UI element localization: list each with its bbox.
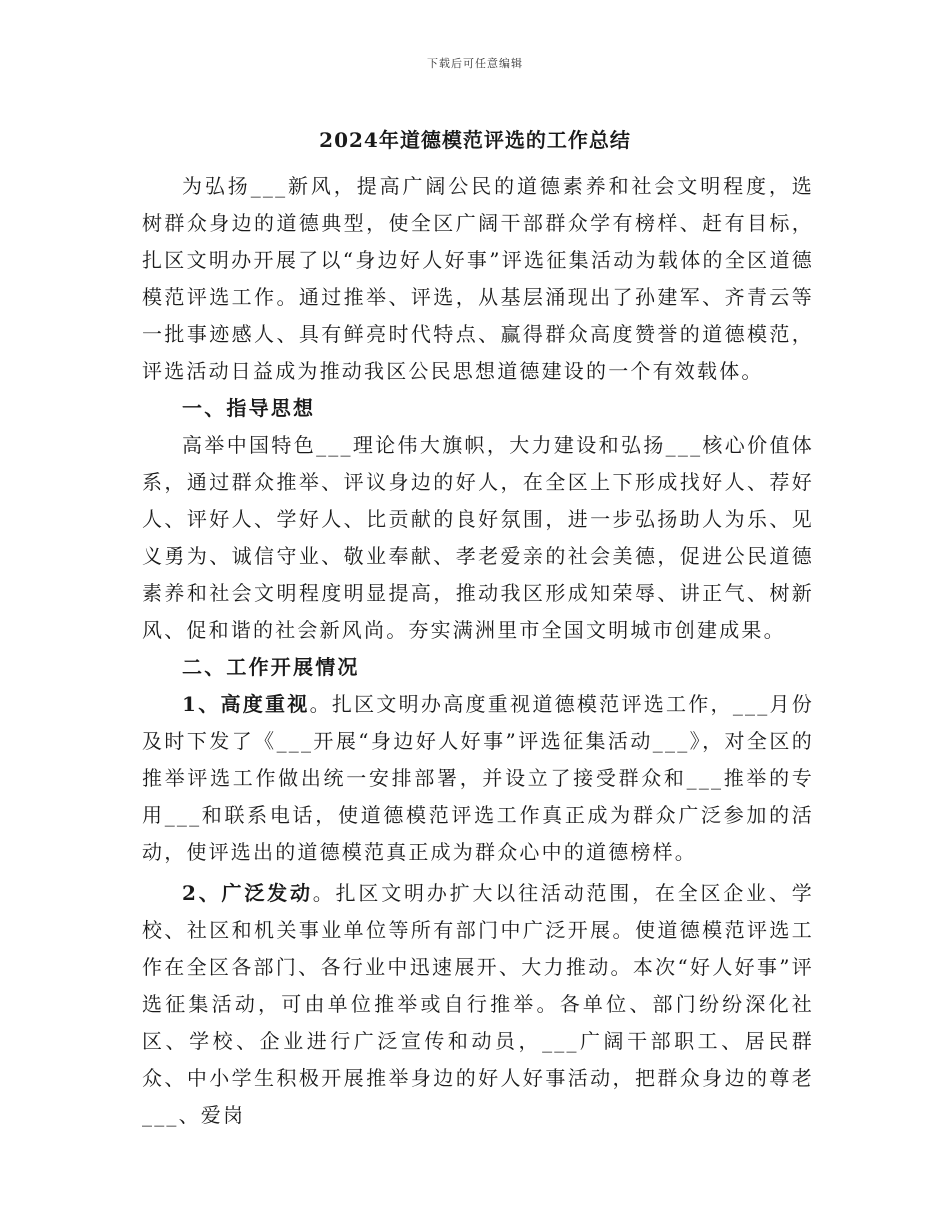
section1-paragraph: 高举中国特色___理论伟大旗帜，大力建设和弘扬___核心价值体系，通过群众推举、评议身边的好人，在全区上下形成找好人、荐好人、评好人、学好人、比贡献的良好氛围，进一步弘扬助人为乐、见义勇为、诚信守业、敬业奉献、孝老爱亲的社会美德，促进公民道德素养和社会文明程度明显提高，推动我区形成知荣辱、讲正气、树新风、促和谐的社会新风尚。夯实满洲里市全国文明城市创建成果。 (142, 433, 814, 642)
section2-heading: 二、工作开展情况 (182, 655, 360, 679)
document-body (142, 168, 814, 1134)
item2-text: 。扎区文明办扩大以往活动范围，在全区企业、学校、社区和机关事业单位等所有部门中广泛开展。使道德模范评选工作在全区各部门、各行业中迅速展开、大力推动。本次“好人好事”评选征集活动，可由单位推举或自行推举。各单位、部门纷纷深化社区、学校、企业进行广泛宣传和动员，___广阔干部职工、居民群众、中小学生积极开展推举身边的好人好事活动，把群众身边的尊老___、爱岗 (142, 881, 814, 1127)
item2-paragraph (142, 875, 814, 1134)
header-note: 下载后可任意编辑 (427, 57, 523, 70)
intro-paragraph: 为弘扬___新风，提高广阔公民的道德素养和社会文明程度，选树群众身边的道德典型，使全区广阔干部群众学有榜样、赶有目标，扎区文明办开展了以“身边好人好事”评选征集活动为载体的全区道德模范评选工作。通过推举、评选，从基层涌现出了孙建军、齐青云等一批事迹感人、具有鲜亮时代特点、赢得群众高度赞誉的道德模范，评选活动日益成为推动我区公民思想道德建设的一个有效载体。 (142, 174, 814, 383)
document-title: 2024年道德模范评选的工作总结 (319, 128, 631, 152)
item1-text: 。扎区文明办高度重视道德模范评选工作，___月份及时下发了《___开展“身边好人好事”评选征集活动___》，对全区的推举评选工作做出统一安排部署，并设立了接受群众和___推举的专用___和联系电话，使道德模范评选工作真正成为群众广泛参加的活动，使评选出的道德模范真正成为群众心中的道德榜样。 (142, 692, 814, 864)
item1-paragraph (142, 686, 814, 871)
section1-heading: 一、指导思想 (182, 396, 316, 420)
item2-lead: 2、广泛发动 (182, 881, 313, 905)
item1-lead: 1、高度重视 (182, 692, 310, 716)
